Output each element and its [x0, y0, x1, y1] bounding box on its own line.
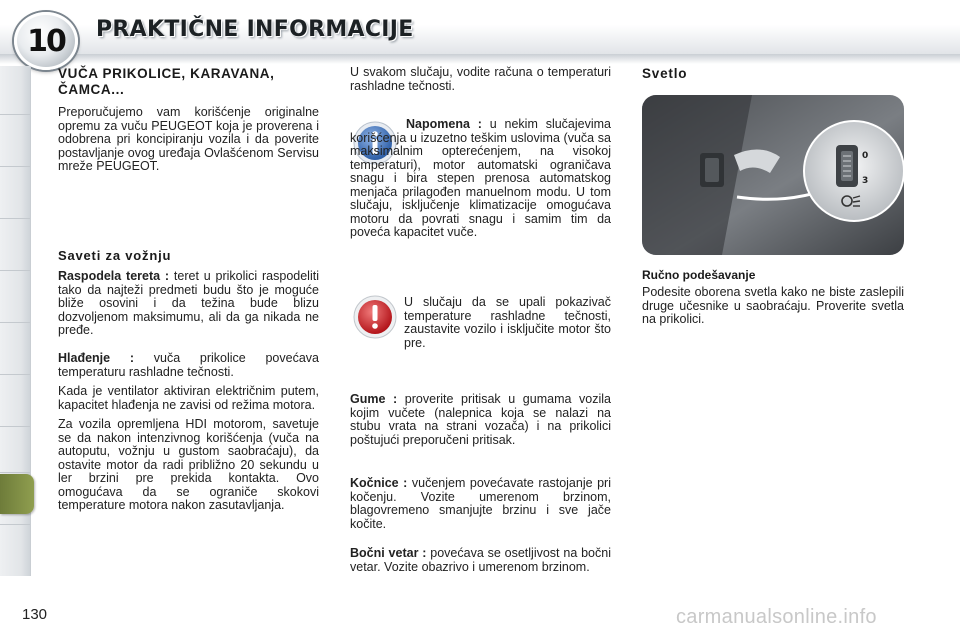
tyres-block	[350, 393, 611, 447]
coolant-intro	[350, 66, 611, 93]
tab-divider	[0, 322, 30, 323]
chapter-tab-active[interactable]	[0, 474, 34, 514]
load-distribution	[58, 270, 319, 338]
tab-divider	[0, 166, 30, 167]
note-text: u nekim slučajevima korišćenja u izuzetno teškim uslovima (vuča sa maksimalnim opterećenjem, na visokoj temperaturi), motor automatski ograničava snagu i bira stepen prenosa automatskog menjača prilagođen manuelnom modu. U tom slučaju, isključenje klimatizacije omogućava motoru da povrati snagu i samim tim da poveća kapacitet vuče.	[350, 117, 611, 239]
chapter-number: 10	[27, 23, 65, 59]
tab-divider	[0, 374, 30, 375]
fan-text: Kada je ventilator aktiviran električnim putem, kapacitet hlađenja ne zavisi od režima motora.	[58, 384, 319, 412]
brakes-label: Kočnice :	[350, 476, 408, 490]
section-heading-driving-tips: Saveti za vožnju	[58, 248, 172, 263]
watermark: carmanualsonline.info	[676, 606, 877, 628]
section-heading-towing: VUČA PRIKOLICE, KARAVANA, ČAMCA...	[58, 66, 275, 97]
crosswind-label: Bočni vetar :	[350, 546, 427, 560]
towing-intro-text: Preporučujemo vam korišćenje originalne opremu za vuču PEUGEOT koja je proverena i odobrena pri koncipiranju vozila i da poverite postavljanje ovog uređaja Ovlašćenom Servisu mreže PEUGEOT.	[58, 105, 319, 173]
svg-text:0: 0	[862, 151, 869, 161]
svg-text:3: 3	[862, 176, 869, 186]
headlamp-adjuster-photo	[642, 95, 904, 255]
load-distribution-label: Raspodela tereta :	[58, 269, 170, 283]
hdi-text: Za vozila opremljena HDI motorom, savetuje se da nakon intenzivnog korišćenja (vuča na autoputu, vožnju u gustom saobraćaju), da ostavite motor da radi približno 20 sekundu u ler brzini pre prekida kontakta. Ovo omogućava da se ograniče skokovi temperature motora nakon zasutavljanja.	[58, 417, 319, 512]
load-distribution-text: teret u prikolici raspodeliti tako da najteži predmeti budu što je moguće bliže osovini i da težina bude blizu dozvoljenom maksimumu, ali da ga nikada ne pređe.	[58, 269, 319, 337]
cooling-label: Hlađenje :	[58, 351, 135, 365]
coolant-intro-text: U svakom slučaju, vodite računa o temperaturi rashladne tečnosti.	[350, 65, 611, 93]
tab-divider	[0, 114, 30, 115]
lights-text: Podesite oborena svetla kako ne biste zaslepili druge učesnike u saobraćaju. Proverite svetla na prikolici.	[642, 285, 904, 326]
note-block	[350, 118, 611, 240]
brakes-text: vučenjem povećavate rastojanje pri kočenju. Vozite umerenom brzinom, blagovremeno smanjujte brzinu i sve jače kočite.	[350, 476, 611, 531]
header-shadow	[0, 54, 960, 64]
warning-block	[404, 296, 611, 350]
towing-intro	[58, 106, 319, 174]
page-number: 130	[22, 606, 48, 623]
crosswind-text: povećava se osetljivost na bočni vetar. Vozite obazrivo i umerenom brzinom.	[350, 546, 611, 574]
tab-divider	[0, 472, 30, 473]
tab-divider	[0, 524, 30, 525]
crosswind-block	[350, 547, 611, 574]
cooling-text: vuča prikolice povećava temperaturu rashladne tečnosti.	[58, 351, 319, 379]
tab-divider	[0, 426, 30, 427]
tab-divider	[0, 218, 30, 219]
section-heading-lights: Svetlo	[642, 66, 688, 81]
brakes-block	[350, 477, 611, 531]
tyres-text: proverite pritisak u gumama vozila kojim vučete (nalepnica koja se nalazi na stubu vrata na strani vozača) i na prikolici poštujući preporučeni pritisak.	[350, 392, 612, 447]
cooling-section	[58, 352, 319, 513]
page-title: PRAKTIČNE INFORMACIJE	[96, 17, 414, 42]
note-label: Napomena :	[406, 117, 482, 131]
lights-block	[642, 286, 904, 327]
tyres-label: Gume :	[350, 392, 398, 406]
tab-divider	[0, 270, 30, 271]
subheading-manual-adjustment: Ručno podešavanje	[642, 268, 756, 282]
warning-icon	[352, 294, 398, 340]
chapter-badge	[14, 12, 78, 70]
warning-text: U slučaju da se upali pokazivač temperature rashladne tečnosti, zaustavite vozilo i isključite motor što pre.	[404, 295, 611, 350]
